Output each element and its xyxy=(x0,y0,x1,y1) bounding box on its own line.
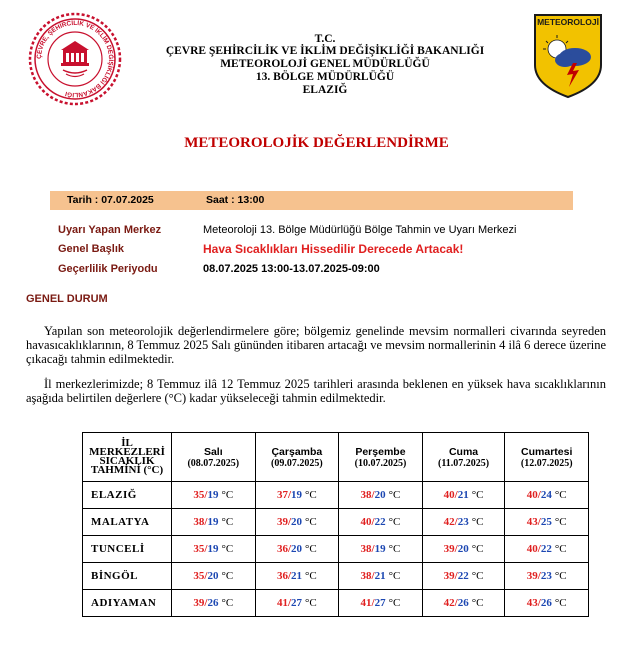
day-date: (09.07.2025) xyxy=(271,457,323,469)
min-temp: 22 xyxy=(540,543,552,555)
max-temp: 40 xyxy=(526,489,538,501)
temp-unit: °C xyxy=(554,570,567,582)
max-temp: 43 xyxy=(526,516,538,528)
meteoroloji-logo xyxy=(533,13,603,99)
temp-separator: / xyxy=(204,597,208,609)
min-temp: 27 xyxy=(291,597,303,609)
logo-text: METEOROLOJİ xyxy=(537,17,599,27)
temp-unit: °C xyxy=(221,543,234,555)
temp-separator: / xyxy=(287,543,292,555)
temp-unit: °C xyxy=(305,489,317,501)
max-temp: 40 xyxy=(443,489,455,501)
table-row xyxy=(83,536,589,563)
min-temp: 26 xyxy=(457,597,469,609)
temperature-cell xyxy=(422,509,505,536)
temperature-cell xyxy=(255,590,339,617)
table-row xyxy=(83,590,589,617)
max-temp: 39 xyxy=(443,543,455,555)
max-temp: 38 xyxy=(360,543,372,555)
center-value: Meteoroloji 13. Bölge Müdürlüğü Bölge Tahmin ve Uyarı Merkezi xyxy=(203,224,517,236)
day-header xyxy=(172,433,256,482)
table-row xyxy=(83,482,589,509)
day-name: Salı xyxy=(203,445,223,458)
temp-unit: °C xyxy=(471,489,484,501)
min-temp: 19 xyxy=(374,543,386,555)
temp-unit: °C xyxy=(388,570,401,582)
corner-line: MERKEZLERİ xyxy=(89,446,165,458)
temp-unit: °C xyxy=(471,516,484,528)
min-temp: 23 xyxy=(540,570,552,582)
header-tc: T.C. xyxy=(314,33,336,45)
min-temp: 21 xyxy=(291,570,303,582)
min-temp: 19 xyxy=(207,543,219,555)
temp-separator: / xyxy=(287,489,292,501)
min-temp: 21 xyxy=(374,570,386,582)
max-temp: 40 xyxy=(360,516,372,528)
max-temp: 39 xyxy=(276,516,288,528)
min-temp: 19 xyxy=(207,489,219,501)
city-name: ADIYAMAN xyxy=(83,590,172,617)
temp-unit: °C xyxy=(471,597,484,609)
temp-separator: / xyxy=(287,516,292,528)
max-temp: 38 xyxy=(360,570,372,582)
table-header-row xyxy=(83,433,589,482)
time-text: Saat : 13:00 xyxy=(206,194,265,206)
day-date: (10.07.2025) xyxy=(354,457,407,469)
corner-line: TAHMİNİ (°C) xyxy=(90,464,164,476)
max-temp: 38 xyxy=(360,489,372,501)
min-temp: 22 xyxy=(374,516,386,528)
max-temp: 42 xyxy=(443,516,455,528)
temp-separator: / xyxy=(537,516,541,528)
corner-line: SICAKLIK xyxy=(99,455,155,467)
temp-unit: °C xyxy=(305,543,317,555)
temp-unit: °C xyxy=(221,516,234,528)
day-name: Cumartesi xyxy=(521,445,573,458)
temperature-cell xyxy=(505,482,589,509)
header-directorate: METEOROLOJİ GENEL MÜDÜRLÜĞÜ xyxy=(220,58,430,70)
city-name: ELAZIĞ xyxy=(83,482,172,509)
temperature-cell xyxy=(255,536,339,563)
min-temp: 20 xyxy=(291,543,303,555)
max-temp: 35 xyxy=(193,570,205,582)
temperature-cell xyxy=(422,536,505,563)
min-temp: 26 xyxy=(207,597,219,609)
min-temp: 19 xyxy=(207,516,219,528)
paragraph-1 xyxy=(26,324,606,366)
center-label: Uyarı Yapan Merkez xyxy=(58,224,162,236)
temperature-cell xyxy=(255,563,339,590)
document-title: METEOROLOJİK DEĞERLENDİRME xyxy=(184,135,449,151)
temp-separator: / xyxy=(454,516,458,528)
temp-unit: °C xyxy=(305,597,317,609)
paragraph-1-text: Yapılan son meteorolojik değerlendirmelere göre; bölgemiz genelinde mevsim normalleri civarında seyreden havasıcaklıklarının, 8 Temmuz 2025 Salı gününden itibaren artacağı ve mevsim normallerinin 4 ilâ 6 derece üzerine çıkacağı tahmin edilmektedir. xyxy=(26,324,606,366)
header-regional: 13. BÖLGE MÜDÜRLÜĞÜ xyxy=(255,71,395,83)
city-name: MALATYA xyxy=(83,509,172,536)
temperature-cell xyxy=(505,536,589,563)
heading-value: Hava Sıcaklıkları Hissedilir Derecede Artacak! xyxy=(203,242,464,256)
min-temp: 23 xyxy=(457,516,469,528)
temperature-cell xyxy=(255,509,339,536)
temp-unit: °C xyxy=(388,516,401,528)
min-temp: 20 xyxy=(291,516,303,528)
temp-separator: / xyxy=(371,489,375,501)
min-temp: 26 xyxy=(540,597,552,609)
temp-unit: °C xyxy=(305,570,317,582)
corner-line: İL xyxy=(121,437,133,449)
section-heading: GENEL DURUM xyxy=(26,293,108,305)
temp-separator: / xyxy=(371,543,375,555)
temp-unit: °C xyxy=(471,543,484,555)
temp-separator: / xyxy=(287,570,292,582)
max-temp: 37 xyxy=(276,489,288,501)
temperature-cell xyxy=(172,590,256,617)
min-temp: 20 xyxy=(457,543,469,555)
day-header xyxy=(505,433,589,482)
temp-unit: °C xyxy=(388,597,401,609)
temp-unit: °C xyxy=(388,543,401,555)
temp-separator: / xyxy=(371,570,375,582)
min-temp: 24 xyxy=(540,489,552,501)
temp-separator: / xyxy=(204,516,208,528)
min-temp: 21 xyxy=(457,489,469,501)
temp-separator: / xyxy=(371,516,375,528)
temperature-cell xyxy=(339,482,423,509)
temperature-cell xyxy=(422,563,505,590)
temperature-cell xyxy=(505,590,589,617)
temp-separator: / xyxy=(204,489,208,501)
temperature-cell xyxy=(422,590,505,617)
min-temp: 22 xyxy=(457,570,469,582)
temperature-cell xyxy=(172,563,256,590)
temperature-cell xyxy=(339,590,423,617)
max-temp: 41 xyxy=(360,597,372,609)
date-text: Tarih : 07.07.2025 xyxy=(67,194,154,206)
day-name: Perşembe xyxy=(355,445,406,458)
temp-separator: / xyxy=(204,570,208,582)
max-temp: 39 xyxy=(193,597,205,609)
temperature-cell xyxy=(505,563,589,590)
max-temp: 41 xyxy=(276,597,288,609)
temp-unit: °C xyxy=(554,597,567,609)
table-row xyxy=(83,509,589,536)
temp-unit: °C xyxy=(221,597,234,609)
temperature-cell xyxy=(339,509,423,536)
temp-unit: °C xyxy=(388,489,401,501)
table-corner-cell xyxy=(83,433,172,482)
min-temp: 25 xyxy=(540,516,552,528)
day-date: (11.07.2025) xyxy=(438,457,490,469)
day-date: (12.07.2025) xyxy=(520,457,573,469)
temp-unit: °C xyxy=(221,489,234,501)
temp-unit: °C xyxy=(554,516,567,528)
temp-separator: / xyxy=(454,489,458,501)
header-ministry: ÇEVRE ŞEHİRCİLİK VE İKLİM DEĞİŞİKLİĞİ BAKANLIĞI xyxy=(165,45,485,57)
temp-separator: / xyxy=(204,543,208,555)
ministry-seal-logo xyxy=(28,12,122,106)
temperature-cell xyxy=(505,509,589,536)
temp-unit: °C xyxy=(554,543,567,555)
temperature-cell xyxy=(172,509,256,536)
temp-unit: °C xyxy=(221,570,234,582)
heading-label: Genel Başlık xyxy=(58,243,125,255)
temp-separator: / xyxy=(537,543,541,555)
max-temp: 38 xyxy=(193,516,205,528)
temp-unit: °C xyxy=(471,570,484,582)
day-date: (08.07.2025) xyxy=(187,457,240,469)
forecast-table xyxy=(82,432,589,617)
temp-separator: / xyxy=(287,597,292,609)
temperature-cell xyxy=(172,536,256,563)
min-temp: 19 xyxy=(291,489,303,501)
max-temp: 36 xyxy=(276,570,288,582)
forecast-table-body xyxy=(83,482,589,617)
max-temp: 35 xyxy=(193,543,205,555)
max-temp: 35 xyxy=(193,489,205,501)
temperature-cell xyxy=(422,482,505,509)
temp-separator: / xyxy=(371,597,375,609)
table-row xyxy=(83,563,589,590)
max-temp: 43 xyxy=(526,597,538,609)
temp-separator: / xyxy=(537,570,541,582)
min-temp: 20 xyxy=(207,570,219,582)
paragraph-2-text: İl merkezlerimizde; 8 Temmuz ilâ 12 Temmuz 2025 tarihleri arasında beklenen en yüksek hava sıcaklıklarının aşağıda belirtilen değerlere (°C) kadar yükseleceği tahmin edilmektedir. xyxy=(26,377,606,405)
period-label: Geçerlilik Periyodu xyxy=(58,263,158,275)
min-temp: 20 xyxy=(374,489,386,501)
city-name: TUNCELİ xyxy=(83,536,172,563)
city-name: BİNGÖL xyxy=(83,563,172,590)
period-value: 08.07.2025 13:00-13.07.2025-09:00 xyxy=(203,263,380,275)
temperature-cell xyxy=(172,482,256,509)
max-temp: 40 xyxy=(526,543,538,555)
temp-unit: °C xyxy=(305,516,317,528)
day-header xyxy=(255,433,339,482)
min-temp: 27 xyxy=(374,597,386,609)
date-time-bar xyxy=(50,191,573,210)
paragraph-2 xyxy=(26,377,606,405)
temp-separator: / xyxy=(537,597,541,609)
day-name: Cuma xyxy=(448,445,479,458)
temp-separator: / xyxy=(454,597,458,609)
day-header xyxy=(339,433,423,482)
header-city: ELAZIĞ xyxy=(302,84,348,96)
temp-separator: / xyxy=(537,489,541,501)
max-temp: 42 xyxy=(443,597,455,609)
temp-separator: / xyxy=(454,570,458,582)
max-temp: 39 xyxy=(526,570,538,582)
temp-unit: °C xyxy=(554,489,567,501)
day-header xyxy=(422,433,505,482)
max-temp: 39 xyxy=(443,570,455,582)
temperature-cell xyxy=(339,536,423,563)
max-temp: 36 xyxy=(276,543,288,555)
temp-separator: / xyxy=(454,543,458,555)
seal-text: ÇEVRE, ŞEHİRCİLİK VE İKLİM DEĞİŞİKLİĞİ BAKANLIĞI xyxy=(35,19,115,99)
temperature-cell xyxy=(339,563,423,590)
day-name: Çarşamba xyxy=(271,445,323,458)
temperature-cell xyxy=(255,482,339,509)
